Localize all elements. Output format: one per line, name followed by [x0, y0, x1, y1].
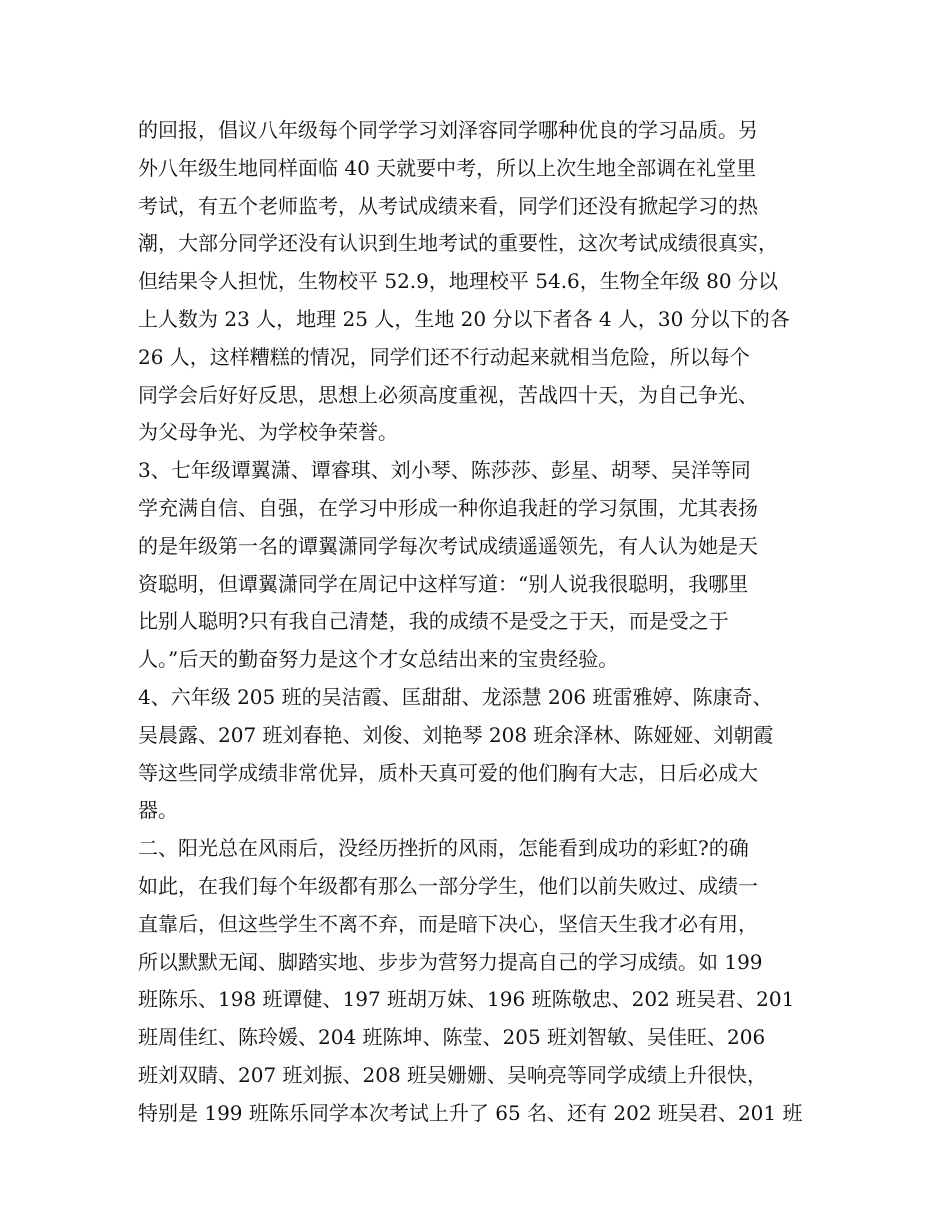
text-line: 所以默默无闻、脚踏实地、步步为营努力提高自己的学习成绩。如 199 [138, 949, 763, 974]
text-line: 比别人聪明?只有我自己清楚，我的成绩不是受之于天，而是受之于 [138, 609, 729, 634]
text-line: 外八年级生地同样面临 40 天就要中考，所以上次生地全部调在礼堂里 [138, 155, 757, 180]
text-line: 二、阳光总在风雨后，没经历挫折的风雨，怎能看到成功的彩虹?的确 [138, 836, 749, 861]
text-line: 但结果令人担忧，生物校平 52.9，地理校平 54.6，生物全年级 80 分以 [138, 269, 778, 294]
text-line: 上人数为 23 人，地理 25 人，生地 20 分以下者各 4 人，30 分以下的各 [138, 306, 790, 331]
text-line: 器。 [138, 798, 178, 823]
text-line: 等这些同学成绩非常优异，质朴天真可爱的他们胸有大志，日后必成大 [138, 760, 758, 785]
text-line: 4、六年级 205 班的吴洁霞、匡甜甜、龙添慧 206 班雷雅婷、陈康奇、 [138, 684, 773, 709]
text-line: 班周佳红、陈玲媛、204 班陈坤、陈莹、205 班刘智敏、吴佳旺、206 [138, 1025, 766, 1050]
text-line: 3、七年级谭翼潇、谭睿琪、刘小琴、陈莎莎、彭星、胡琴、吴洋等同 [138, 458, 751, 483]
text-line: 为父母争光、为学校争荣誉。 [138, 420, 398, 445]
text-line: 人。”后天的勤奋努力是这个才女总结出来的宝贵经验。 [138, 647, 619, 672]
text-line: 26 人，这样糟糕的情况，同学们还不行动起来就相当危险，所以每个 [138, 344, 750, 369]
text-line: 的回报，倡议八年级每个同学学习刘泽容同学哪种优良的学习品质。另 [138, 118, 758, 142]
text-line: 如此，在我们每个年级都有那么一部分学生，他们以前失败过、成绩一 [138, 873, 758, 898]
text-line: 潮，大部分同学还没有认识到生地考试的重要性，这次考试成绩很真实， [138, 231, 778, 256]
body-text [138, 112, 818, 1133]
text-line: 班刘双睛、207 班刘振、208 班吴姗姗、吴响亮等同学成绩上升很快， [138, 1062, 768, 1087]
text-line: 考试，有五个老师监考，从考试成绩来看，同学们还没有掀起学习的热 [138, 193, 758, 218]
text-line: 的是年级第一名的谭翼潇同学每次考试成绩遥遥领先，有人认为她是天 [138, 533, 758, 558]
text-line: 特别是 199 班陈乐同学本次考试上升了 65 名、还有 202 班吴君、201 班 [138, 1100, 803, 1125]
text-line: 资聪明，但谭翼潇同学在周记中这样写道：“别人说我很聪明，我哪里 [138, 571, 749, 596]
text-line: 同学会后好好反思，思想上必须高度重视，苦战四十天，为自己争光、 [138, 382, 758, 407]
text-line: 直靠后，但这些学生不离不弃，而是暗下决心，坚信天生我才必有用， [138, 911, 758, 936]
text-line: 学充满自信、自强，在学习中形成一种你追我赶的学习氛围，尤其表扬 [138, 495, 758, 520]
text-line: 吴晨露、207 班刘春艳、刘俊、刘艳琴 208 班余泽林、陈娅娅、刘朝霞 [138, 722, 774, 747]
text-line: 班陈乐、198 班谭健、197 班胡万妹、196 班陈敬忠、202 班吴君、201 [138, 987, 795, 1012]
